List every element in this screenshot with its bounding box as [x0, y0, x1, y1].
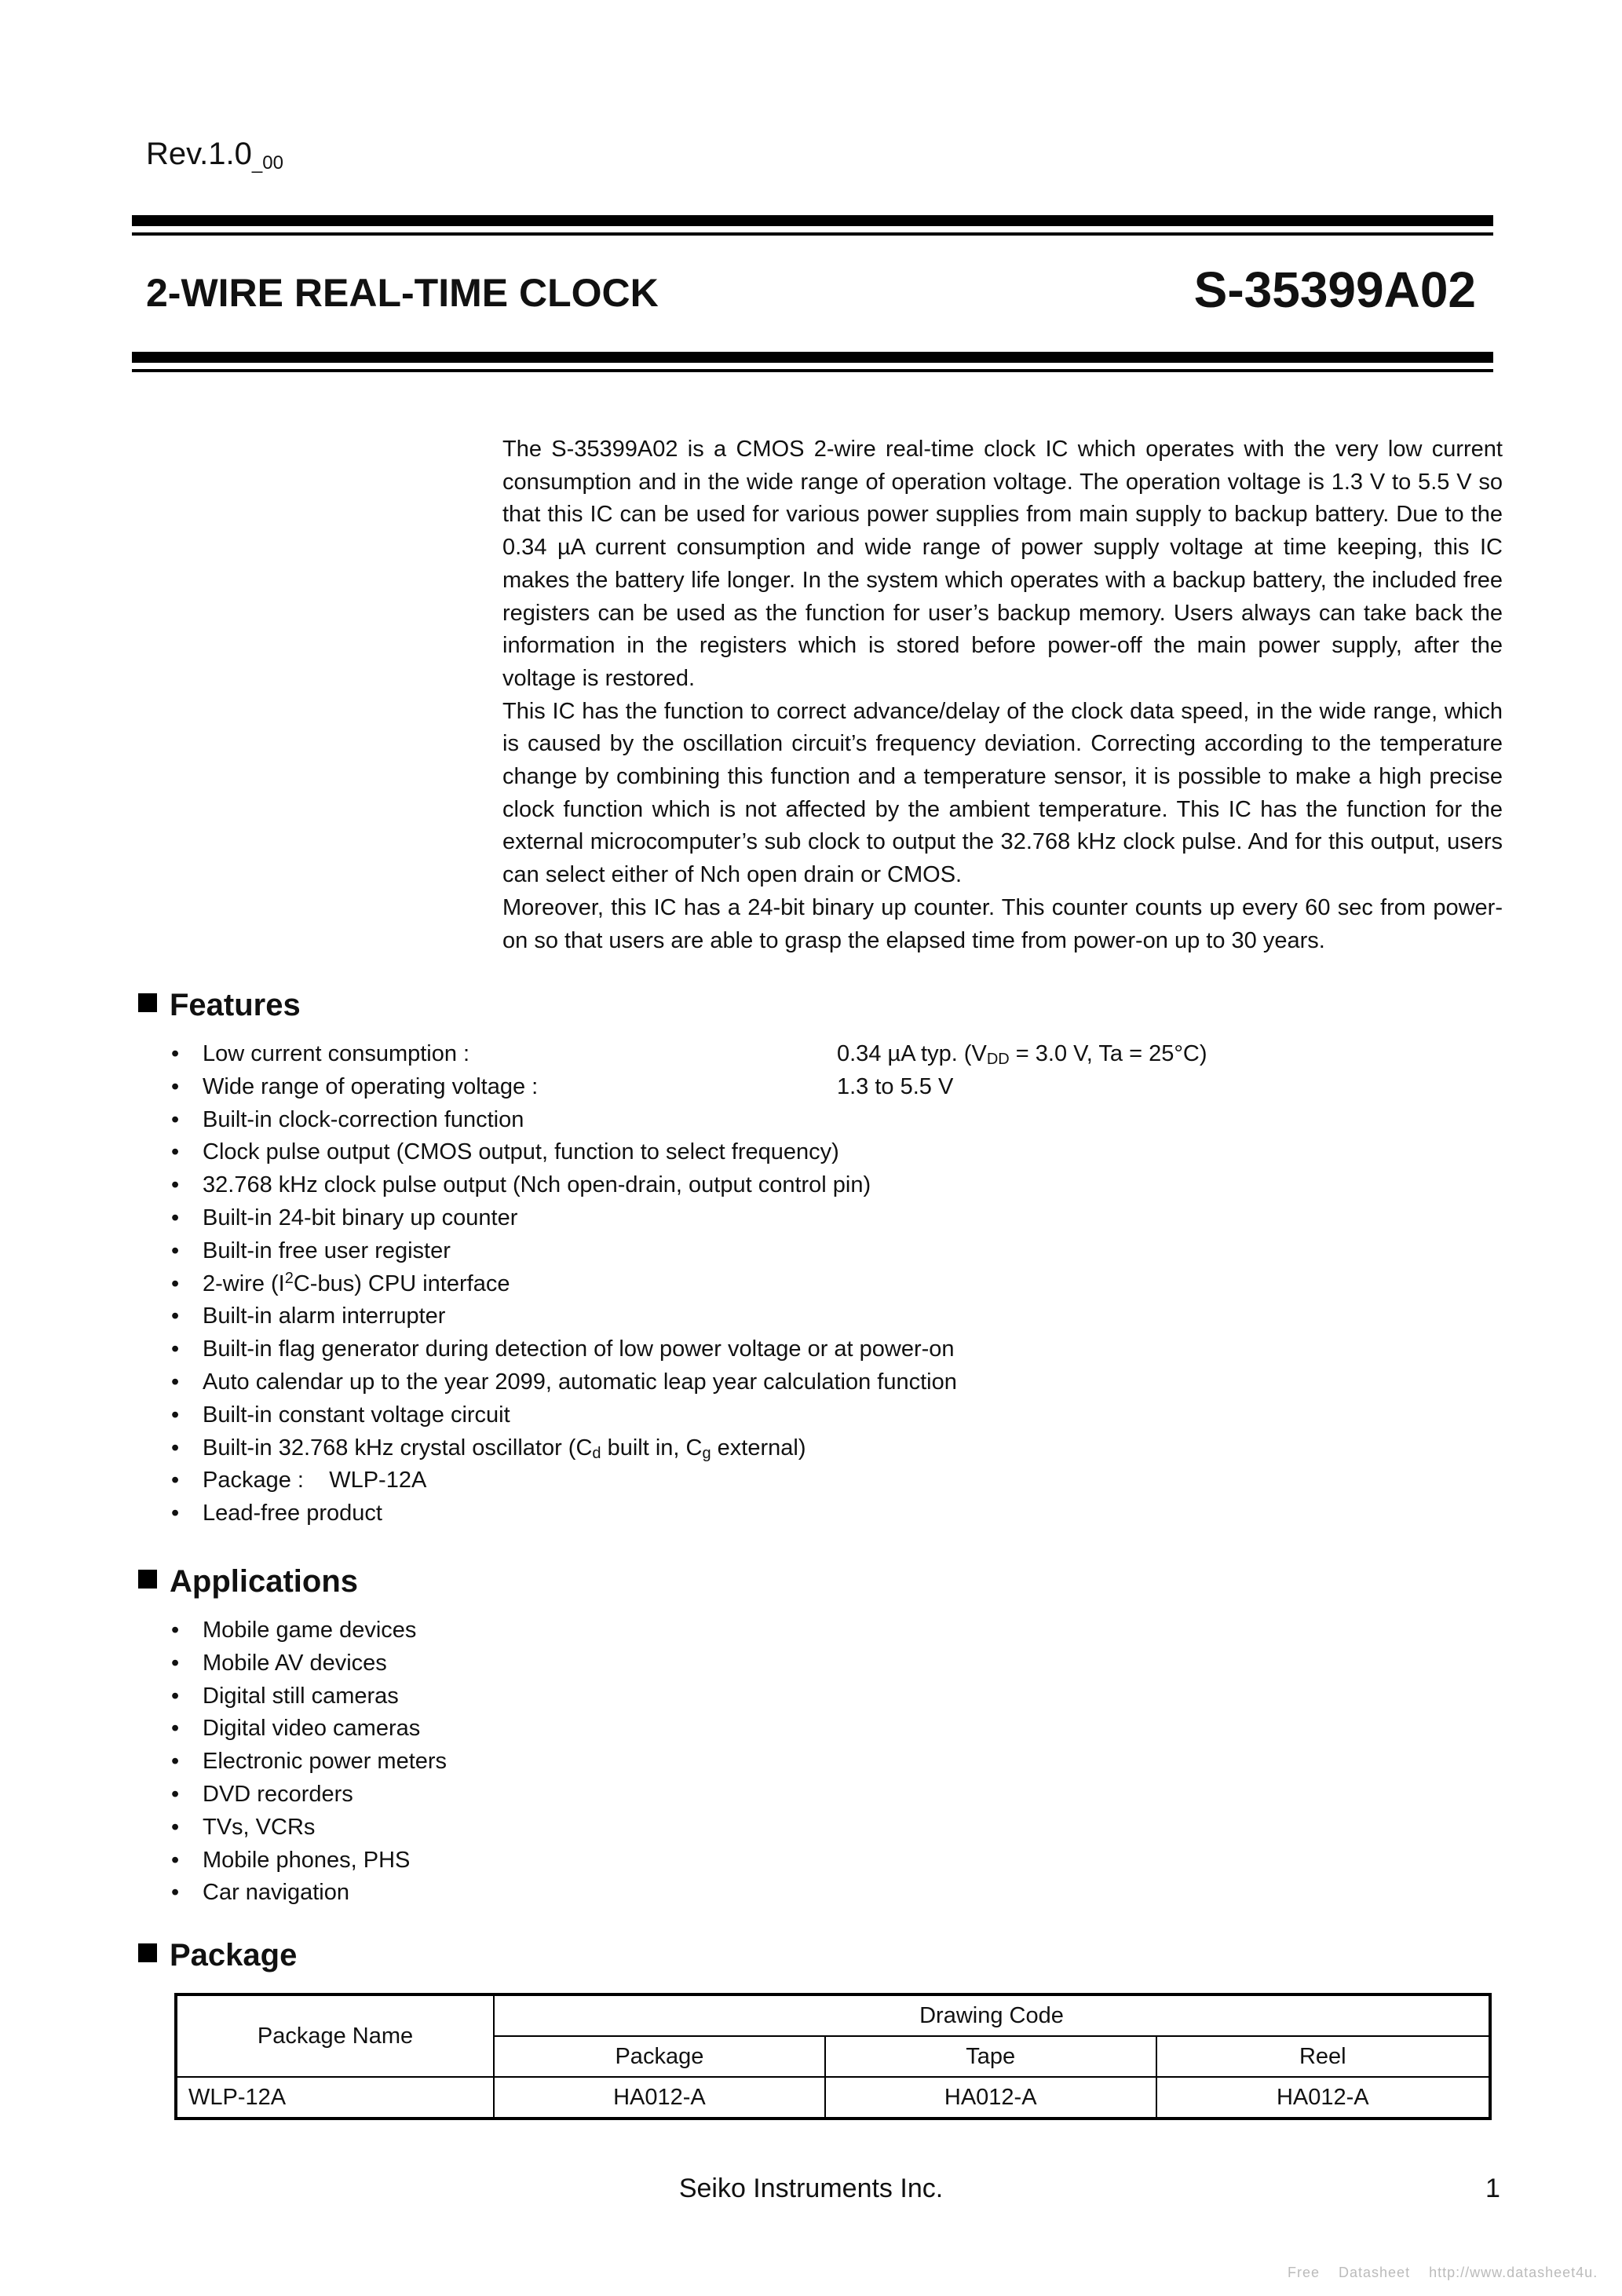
features-heading: Features: [138, 988, 301, 1023]
list-item: • DVD recorders: [171, 1779, 447, 1812]
package-table: [174, 1993, 1492, 2120]
square-bullet-icon: [138, 993, 157, 1012]
intro-text: [502, 433, 1503, 957]
package-heading: Package: [138, 1938, 297, 1973]
features-list: [171, 1038, 1207, 1530]
list-item: • Built-in alarm interrupter: [171, 1300, 957, 1333]
header-drawing-code: Drawing Code: [494, 1994, 1490, 2036]
list-item: • Mobile AV devices: [171, 1647, 447, 1680]
list-item: • Built-in flag generator during detection of low power voltage or at power-on: [171, 1333, 957, 1366]
bottom-rule-thin: [132, 369, 1493, 372]
cell-package-name: WLP-12A: [176, 2077, 494, 2119]
feature-label: Low current consumption :: [203, 1041, 470, 1066]
cell-package: HA012-A: [494, 2077, 825, 2119]
list-item: • Digital video cameras: [171, 1713, 447, 1746]
intro-paragraph: This IC has the function to correct advance/delay of the clock data speed, in the wide range, which is caused by the oscillation circuit’s frequency deviation. Correcting according to the temperature change by combining this function and a temperature sensor, it is possible to make a high precise clock function which is not affected by the ambient temperature. This IC has the function for the external microcomputer’s sub clock to output the 32.768 kHz clock pulse. And for this output, users can select either of Nch open drain or CMOS.: [502, 698, 1503, 888]
square-bullet-icon: [138, 1570, 157, 1589]
list-item: [171, 1071, 957, 1104]
bottom-rule-thick: [132, 352, 1493, 363]
list-item: • Car navigation: [171, 1877, 447, 1910]
bullet-icon: •: [171, 1106, 180, 1132]
list-item: [171, 1038, 1207, 1071]
list-item: • 2-wire $(I^2C-bus)$ CPU interface: [171, 1268, 957, 1301]
bullet-icon: •: [171, 1041, 180, 1066]
list-item: • Built-in 32.768 kHz crystal oscillator ($C_d$ built in, $C_g$ external): [171, 1432, 957, 1465]
cell-tape: HA012-A: [825, 2077, 1156, 2119]
list-item: • Package : WLP-12A: [171, 1464, 957, 1497]
list-item: • Built-in clock-correction function: [171, 1104, 957, 1137]
list-item: • Clock pulse output (CMOS output, function to select frequency): [171, 1136, 957, 1169]
bullet-icon: •: [171, 1303, 180, 1329]
bullet-icon: •: [171, 1468, 180, 1493]
intro-paragraph: Moreover, this IC has a 24-bit binary up counter. This counter counts up every 60 sec from power-on so that users are able to grasp the elapsed time from power-on up to 30 years.: [502, 894, 1503, 953]
list-item: • TVs, VCRs: [171, 1812, 447, 1844]
applications-heading: Applications: [138, 1564, 358, 1600]
top-rule-thick: [132, 215, 1493, 226]
bullet-icon: •: [171, 1336, 180, 1362]
bullet-icon: •: [171, 1814, 180, 1840]
list-item: • Digital still cameras: [171, 1680, 447, 1713]
bullet-icon: •: [171, 1501, 180, 1526]
bullet-icon: •: [171, 1618, 180, 1643]
revision-label: $Rev.1.0_{\_00}$: [146, 137, 283, 174]
list-item: • Lead-free product: [171, 1497, 957, 1530]
feature-label: Wide range of operating voltage :: [203, 1073, 539, 1099]
list-item: • Mobile game devices: [171, 1614, 447, 1647]
list-item: • Electronic power meters: [171, 1746, 447, 1779]
bullet-icon: •: [171, 1205, 180, 1230]
top-rule-thin: [132, 232, 1493, 236]
bullet-icon: •: [171, 1847, 180, 1873]
bullet-icon: •: [171, 1139, 180, 1165]
list-item: • Auto calendar up to the year 2099, automatic leap year calculation function: [171, 1366, 957, 1399]
revision-suffix: _00: [251, 152, 283, 174]
watermark: Free Datasheet http://www.datasheet4u.: [1288, 2265, 1598, 2280]
list-item: • Built-in free user register: [171, 1235, 957, 1268]
header-package-name: Package Name: [176, 1994, 494, 2077]
bullet-icon: •: [171, 1238, 180, 1263]
bullet-icon: •: [171, 1073, 180, 1099]
cell-reel: HA012-A: [1156, 2077, 1490, 2119]
header-reel: Reel: [1156, 2036, 1490, 2077]
list-item: • Built-in 24-bit binary up counter: [171, 1202, 957, 1235]
page-number: 1: [1485, 2174, 1500, 2203]
bullet-icon: •: [171, 1402, 180, 1428]
bullet-icon: •: [171, 1172, 180, 1198]
document-title: 2-WIRE REAL-TIME CLOCK: [146, 271, 659, 315]
bullet-icon: •: [171, 1781, 180, 1807]
feature-value: 1.3 to 5.5 V: [837, 1073, 954, 1099]
bullet-icon: •: [171, 1435, 180, 1461]
applications-list: [171, 1614, 447, 1910]
list-item: • 32.768 kHz clock pulse output (Nch open-drain, output control pin): [171, 1169, 957, 1202]
header-package: Package: [494, 2036, 825, 2077]
intro-paragraph: The S-35399A02 is a CMOS 2-wire real-time clock IC which operates with the very low current consumption and in the wide range of operation voltage. The operation voltage is 1.3 V to 5.5 V so that this IC can be used for various power supplies from main supply to backup battery. Due to the 0.34 µA current consumption and wide range of power supply voltage at time keeping, this IC makes the battery life longer. In the system which operates with a backup battery, the included free registers can be used as the function for user’s backup memory. Users always can take back the information in the registers which is stored before power-off the main power supply, after the voltage is restored.: [502, 437, 1503, 691]
bullet-icon: •: [171, 1716, 180, 1742]
bullet-icon: •: [171, 1683, 180, 1709]
table-header-row: [176, 1994, 1490, 2036]
table-row: [176, 2077, 1490, 2119]
footer-company: Seiko Instruments Inc.: [678, 2174, 944, 2203]
part-number: S-35399A02: [1193, 261, 1476, 318]
bullet-icon: •: [171, 1749, 180, 1775]
feature-value: 0.34 µA typ. ($V_{DD} = 3.0$ V, Ta = 25°C): [837, 1041, 1207, 1068]
bullet-icon: •: [171, 1270, 180, 1296]
bullet-icon: •: [171, 1880, 180, 1906]
list-item: • Built-in constant voltage circuit: [171, 1399, 957, 1432]
square-bullet-icon: [138, 1943, 157, 1962]
bullet-icon: •: [171, 1369, 180, 1395]
bullet-icon: •: [171, 1650, 180, 1676]
list-item: • Mobile phones, PHS: [171, 1844, 447, 1877]
header-tape: Tape: [825, 2036, 1156, 2077]
